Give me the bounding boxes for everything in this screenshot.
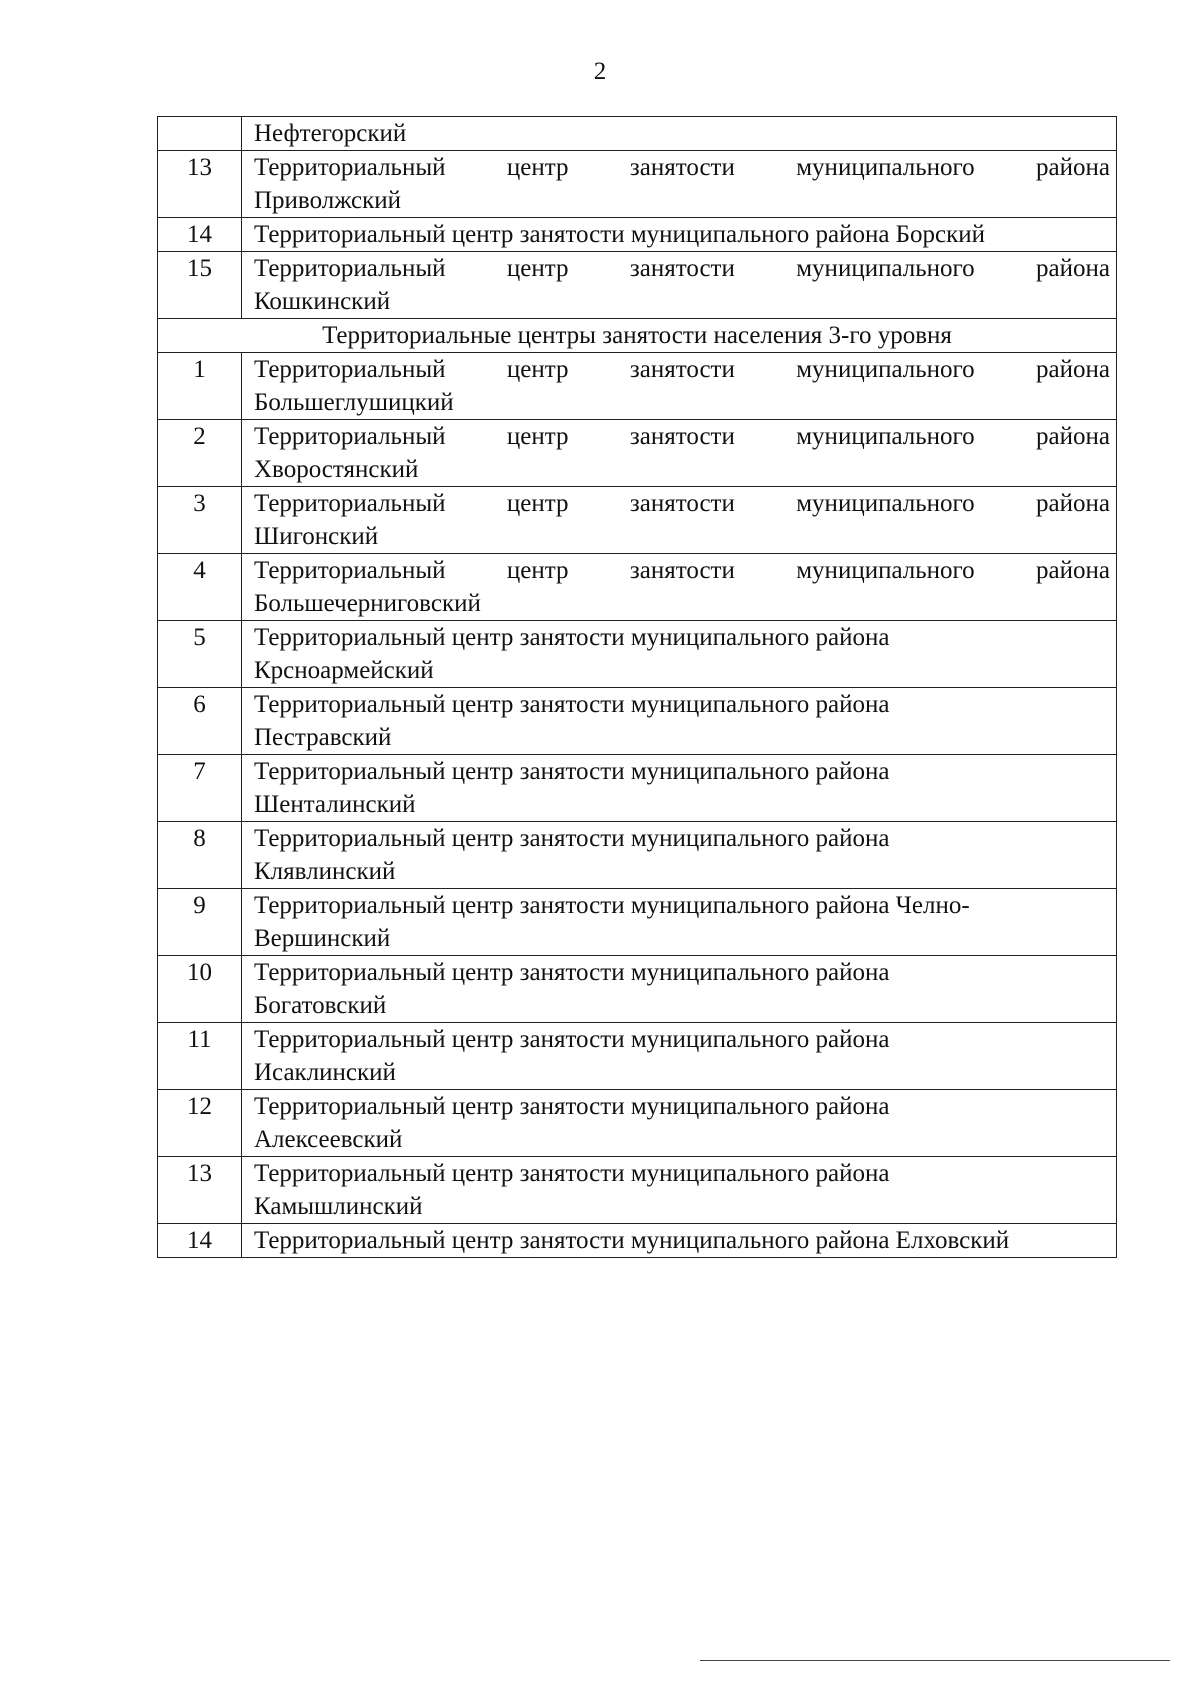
center-name-line: Шигонский: [254, 523, 379, 550]
table-row: [158, 1090, 1117, 1157]
center-name: [242, 889, 1117, 956]
row-number: 14: [158, 1224, 242, 1258]
center-name-line: Большечерниговский: [254, 590, 481, 617]
section-header-row: [158, 319, 1117, 353]
center-name: [242, 755, 1117, 822]
center-name: [242, 554, 1117, 621]
table-row: [158, 1224, 1117, 1258]
row-number: 12: [158, 1090, 242, 1157]
table-row: [158, 688, 1117, 755]
row-number: [158, 117, 242, 151]
center-name-line: Богатовский: [254, 992, 387, 1019]
row-number: 11: [158, 1023, 242, 1090]
row-number: 4: [158, 554, 242, 621]
row-number: 10: [158, 956, 242, 1023]
table-row: [158, 218, 1117, 252]
table-row: [158, 621, 1117, 688]
row-number: 1: [158, 353, 242, 420]
table-row: [158, 554, 1117, 621]
center-name: [242, 1090, 1117, 1157]
center-name-line: Территориальный центр занятости муниципального района: [254, 557, 1110, 584]
table-row: [158, 822, 1117, 889]
center-name-line: Кошкинский: [254, 288, 391, 315]
center-name-line: Алексеевский: [254, 1126, 403, 1153]
center-name-line: Территориальный центр занятости муниципального района: [254, 423, 1110, 450]
center-name: [242, 353, 1117, 420]
table-body: [158, 117, 1117, 1258]
row-number: 5: [158, 621, 242, 688]
center-name: [242, 420, 1117, 487]
table-row: [158, 353, 1117, 420]
center-name-line: Территориальный центр занятости муниципального района: [254, 1026, 890, 1053]
center-name-line: Территориальный центр занятости муниципального района: [254, 758, 890, 785]
center-name-line: Территориальный центр занятости муниципального района Борский: [254, 221, 986, 248]
row-number: 15: [158, 252, 242, 319]
center-name: [242, 1023, 1117, 1090]
center-name-line: Клявлинский: [254, 858, 396, 885]
table-row: [158, 1023, 1117, 1090]
center-name-line: Хворостянский: [254, 456, 419, 483]
center-name-line: Территориальный центр занятости муниципального района Челно-: [254, 892, 970, 919]
section-title: Территориальные центры занятости населения 3-го уровня: [158, 319, 1117, 353]
row-number: 7: [158, 755, 242, 822]
center-name-line: Территориальный центр занятости муниципального района: [254, 691, 890, 718]
center-name: [242, 1224, 1117, 1258]
table-row: [158, 755, 1117, 822]
table-row: [158, 1157, 1117, 1224]
center-name-line: Приволжский: [254, 187, 402, 214]
center-name-line: Крсноармейский: [254, 657, 434, 684]
row-number: 8: [158, 822, 242, 889]
center-name: [242, 621, 1117, 688]
table-row: [158, 487, 1117, 554]
table-row: [158, 889, 1117, 956]
center-name-line: Нефтегорский: [254, 120, 407, 147]
table-row: [158, 151, 1117, 218]
row-number: 13: [158, 151, 242, 218]
center-name-line: Территориальный центр занятости муниципального района: [254, 255, 1110, 282]
row-number: 14: [158, 218, 242, 252]
center-name-line: Территориальный центр занятости муниципального района: [254, 1160, 890, 1187]
center-name-line: Пестравский: [254, 724, 392, 751]
row-number: 2: [158, 420, 242, 487]
row-number: 13: [158, 1157, 242, 1224]
center-name-line: Территориальный центр занятости муниципального района: [254, 1093, 890, 1120]
center-name: [242, 218, 1117, 252]
row-number: 3: [158, 487, 242, 554]
center-name: [242, 252, 1117, 319]
center-name: [242, 822, 1117, 889]
center-name-line: Камышлинский: [254, 1193, 423, 1220]
center-name: [242, 956, 1117, 1023]
center-name-line: Большеглушицкий: [254, 389, 454, 416]
center-name: [242, 117, 1117, 151]
center-name: [242, 151, 1117, 218]
center-name-line: Территориальный центр занятости муниципального района: [254, 624, 890, 651]
table-row: [158, 252, 1117, 319]
center-name: [242, 1157, 1117, 1224]
row-number: 6: [158, 688, 242, 755]
center-name-line: Территориальный центр занятости муниципального района: [254, 490, 1110, 517]
center-name-line: Исаклинский: [254, 1059, 396, 1086]
center-name: [242, 688, 1117, 755]
center-name-line: Шенталинский: [254, 791, 416, 818]
center-name-line: Вершинский: [254, 925, 391, 952]
bottom-rule: [700, 1660, 1170, 1661]
center-name-line: Территориальный центр занятости муниципального района: [254, 959, 890, 986]
table-row: [158, 420, 1117, 487]
center-name-line: Территориальный центр занятости муниципального района: [254, 825, 890, 852]
center-name-line: Территориальный центр занятости муниципального района: [254, 356, 1110, 383]
center-name: [242, 487, 1117, 554]
row-number: 9: [158, 889, 242, 956]
page-number: 2: [593, 58, 607, 85]
table-row: [158, 956, 1117, 1023]
center-name-line: Территориальный центр занятости муниципального района: [254, 154, 1110, 181]
table-row: [158, 117, 1117, 151]
employment-centers-table: [157, 116, 1117, 1258]
center-name-line: Территориальный центр занятости муниципального района Елховский: [254, 1227, 1010, 1254]
